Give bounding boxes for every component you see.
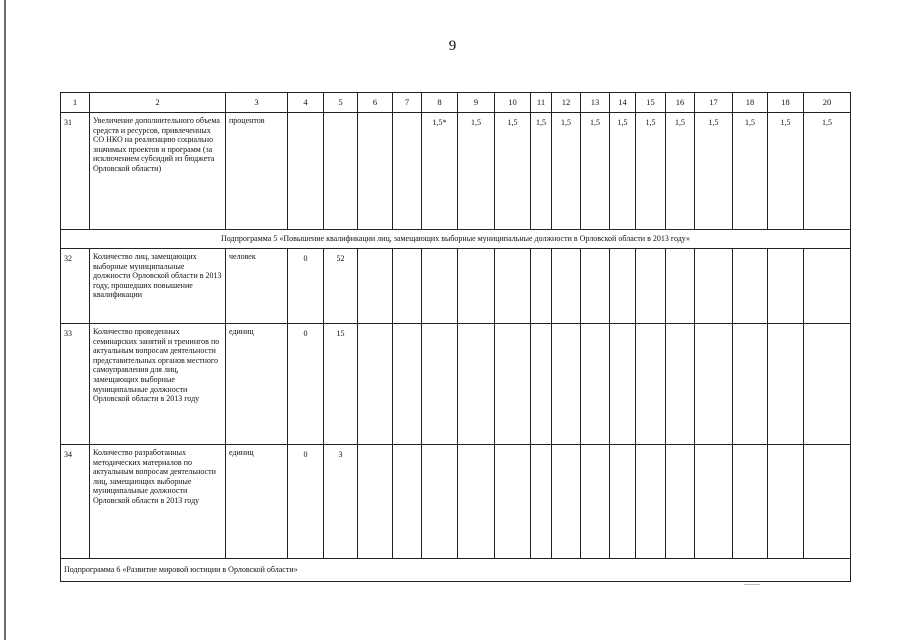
value-cell (610, 324, 636, 445)
header-cell: 15 (636, 93, 666, 113)
value-cell (666, 324, 695, 445)
value-cell: 1,5 (458, 113, 495, 230)
value-cell: 1,5 (733, 113, 768, 230)
value-cell: 15 (324, 324, 358, 445)
value-cell (581, 249, 610, 324)
header-cell: 14 (610, 93, 636, 113)
value-cell: 3 (324, 445, 358, 559)
value-cell: 0 (288, 445, 324, 559)
page-number: 9 (448, 38, 457, 54)
value-cell (358, 324, 393, 445)
indicator-name: Увеличение дополнительного объема средств и ресурсов, привлеченных СО НКО на реализацию социально значимых проектов и программ (за исключением субсидий из бюджета Орловской области) (90, 113, 226, 230)
value-cell (804, 249, 851, 324)
value-cell: 1,5 (695, 113, 733, 230)
indicator-name: Количество разработанных методических материалов по актуальным вопросам деятельности лиц, замещающих выборные муниципальные должности Орловской области в 2013 году (90, 445, 226, 559)
header-cell: 3 (226, 93, 288, 113)
header-cell: 16 (666, 93, 695, 113)
unit-cell: человек (226, 249, 288, 324)
value-cell (552, 445, 581, 559)
unit-cell: единиц (226, 445, 288, 559)
subprogram-row (61, 230, 851, 249)
header-cell: 5 (324, 93, 358, 113)
value-cell (358, 113, 393, 230)
value-cell (636, 249, 666, 324)
value-cell: 1,5 (666, 113, 695, 230)
value-cell (695, 324, 733, 445)
value-cell (733, 249, 768, 324)
value-cell (458, 445, 495, 559)
unit-cell: единиц (226, 324, 288, 445)
header-cell: 8 (422, 93, 458, 113)
row-number: 34 (61, 445, 90, 559)
header-cell: 7 (393, 93, 422, 113)
table-row (61, 445, 851, 559)
unit-cell: процентов (226, 113, 288, 230)
value-cell (610, 249, 636, 324)
table-row (61, 113, 851, 230)
table-row (61, 324, 851, 445)
subprogram-6-title: Подпрограмма 6 «Развитие мировой юстиции в Орловской области» (61, 559, 851, 582)
value-cell (552, 324, 581, 445)
value-cell (581, 324, 610, 445)
value-cell (636, 445, 666, 559)
value-cell (495, 445, 531, 559)
value-cell (666, 445, 695, 559)
value-cell: 52 (324, 249, 358, 324)
value-cell (768, 249, 804, 324)
value-cell (733, 445, 768, 559)
value-cell: 1,5 (552, 113, 581, 230)
value-cell (804, 445, 851, 559)
value-cell (531, 249, 552, 324)
value-cell (393, 249, 422, 324)
value-cell (804, 324, 851, 445)
header-cell: 1 (61, 93, 90, 113)
value-cell (531, 445, 552, 559)
value-cell (666, 249, 695, 324)
header-cell: 17 (695, 93, 733, 113)
value-cell: 1,5 (531, 113, 552, 230)
row-number: 33 (61, 324, 90, 445)
value-cell (458, 324, 495, 445)
page-left-edge (4, 0, 6, 640)
value-cell (495, 249, 531, 324)
value-cell (324, 113, 358, 230)
indicator-name: Количество лиц, замещающих выборные муниципальные должности Орловской области в 2013 году, прошедших повышение квалификации (90, 249, 226, 324)
value-cell (422, 324, 458, 445)
value-cell (552, 249, 581, 324)
value-cell (581, 445, 610, 559)
table-row (61, 249, 851, 324)
value-cell (695, 249, 733, 324)
value-cell (458, 249, 495, 324)
value-cell: 0 (288, 249, 324, 324)
header-cell: 11 (531, 93, 552, 113)
row-number: 32 (61, 249, 90, 324)
header-cell: 10 (495, 93, 531, 113)
header-cell: 13 (581, 93, 610, 113)
header-cell: 18 (768, 93, 804, 113)
header-cell: 4 (288, 93, 324, 113)
page-mark (744, 584, 760, 585)
value-cell (393, 324, 422, 445)
value-cell: 1,5 (636, 113, 666, 230)
value-cell: 1,5 (610, 113, 636, 230)
value-cell: 1,5* (422, 113, 458, 230)
value-cell (422, 249, 458, 324)
value-cell (636, 324, 666, 445)
value-cell (695, 445, 733, 559)
value-cell (768, 324, 804, 445)
indicators-table (60, 92, 851, 582)
header-cell: 20 (804, 93, 851, 113)
value-cell (288, 113, 324, 230)
value-cell: 0 (288, 324, 324, 445)
header-cell: 18 (733, 93, 768, 113)
value-cell (358, 445, 393, 559)
indicator-name: Количество проведенных семинарских занятий и тренингов по актуальным вопросам деятельности представительных органов местного самоуправления для лиц, замещающих выборные муниципальные должности Орловской области в 2013 году (90, 324, 226, 445)
header-cell: 2 (90, 93, 226, 113)
row-number: 31 (61, 113, 90, 230)
value-cell (393, 113, 422, 230)
value-cell: 1,5 (581, 113, 610, 230)
value-cell (768, 445, 804, 559)
value-cell: 1,5 (804, 113, 851, 230)
value-cell (422, 445, 458, 559)
value-cell: 1,5 (768, 113, 804, 230)
column-number-row (61, 93, 851, 113)
value-cell (531, 324, 552, 445)
value-cell: 1,5 (495, 113, 531, 230)
subprogram-row (61, 559, 851, 582)
value-cell (733, 324, 768, 445)
header-cell: 6 (358, 93, 393, 113)
value-cell (610, 445, 636, 559)
header-cell: 12 (552, 93, 581, 113)
value-cell (358, 249, 393, 324)
value-cell (495, 324, 531, 445)
subprogram-5-title: Подпрограмма 5 «Повышение квалификации лиц, замещающих выборные муниципальные должности в Орловской области в 2013 году» (61, 230, 851, 249)
header-cell: 9 (458, 93, 495, 113)
value-cell (393, 445, 422, 559)
